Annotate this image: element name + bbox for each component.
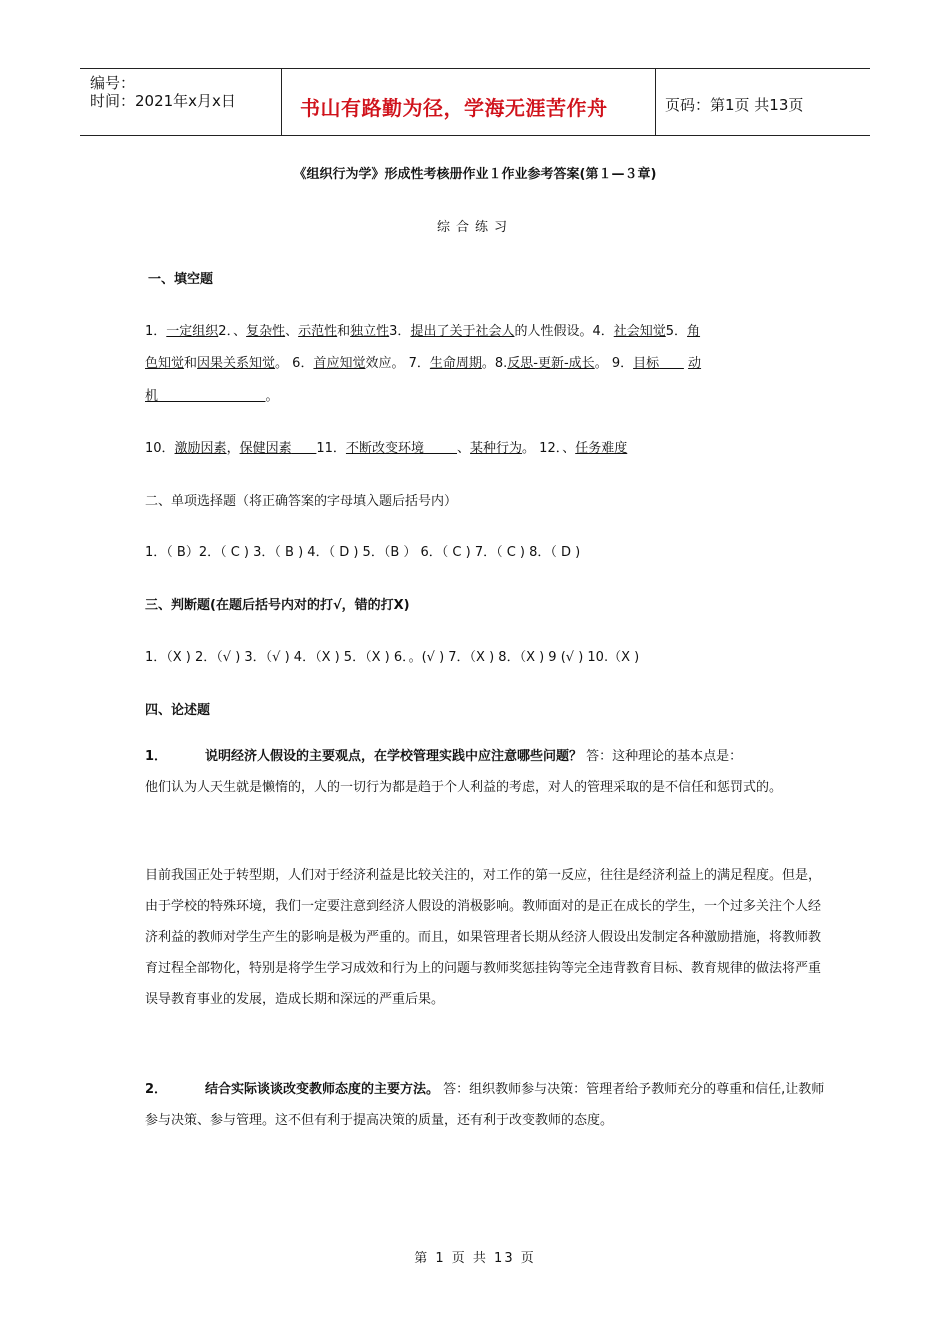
- fill-blank-line-1: 1．一定组织2．、复杂性、示范性和独立性3．提出了关于社会人的人性假设。4．社会知觉5．角: [145, 324, 701, 339]
- header-divider-left: [281, 68, 282, 136]
- motto: 书山有路勤为径，学海无涯苦作舟: [300, 96, 608, 120]
- question-2-text: 结合实际谈谈改变教师态度的主要方法。: [205, 1082, 440, 1097]
- question-2-number: 2．: [145, 1082, 168, 1097]
- page-info: 页码：第1页 共13页: [665, 96, 804, 114]
- single-choice-answers: 1．（ B）2．（ C ) 3．（ B ) 4．（ D ) 5．（B ） 6．（ C ) 7．（ C ) 8．（ D ): [145, 545, 581, 560]
- question-1-number: 1．: [145, 749, 168, 764]
- header-divider-right: [655, 68, 656, 136]
- true-false-answers: 1．（X ) 2．（√ ) 3．（√ ) 4．（X ) 5．（X ) 6．。(√ ) 7．（X ) 8．（X ) 9 (√ ) 10.（X ): [145, 650, 640, 665]
- question-1-text: 说明经济人假设的主要观点，在学校管理实践中应注意哪些问题？: [205, 749, 583, 764]
- doc-time-label: 时间：2021年x月x日: [90, 92, 236, 110]
- doc-code-label: 编号：: [90, 74, 136, 92]
- section-single-choice-title: 二、单项选择题（将正确答案的字母填入题后括号内）: [145, 494, 458, 509]
- header-bottom-border: [80, 135, 870, 136]
- fill-blank-line-3: 机 。: [145, 389, 279, 404]
- fill-blank-line-2: 色知觉和因果关系知觉。 6．首应知觉效应。 7．生命周期。8.反思-更新-成长。 9．目标 动: [145, 356, 702, 371]
- question-1-paragraph-1: 他们认为人天生就是懒惰的，人的一切行为都是趋于个人利益的考虑，对人的管理采取的是不信任和惩罚式的。: [145, 780, 783, 795]
- essay-question-1: [145, 741, 825, 803]
- page-subtitle: 综合练习: [436, 220, 513, 235]
- essay-question-2: [145, 1074, 825, 1136]
- question-1-paragraph-2: 目前我国正处于转型期，人们对于经济利益是比较关注的，对工作的第一反应，往往是经济利益上的满足程度。但是，由于学校的特殊环境，我们一定要注意到经济人假设的消极影响。教师面对的是正在成长的学生，一个过多关注个人经济利益的教师对学生产生的影响是极为严重的。而且，如果管理者长期从经济人假设出发制定各种激励措施，将教师教育过程全部物化，特别是将学生学习成效和行为上的问题与教师奖惩挂钩等完全违背教育目标、教育规律的做法将严重误导教育事业的发展，造成长期和深远的严重后果。: [145, 868, 822, 1007]
- question-2-answer: 答：组织教师参与决策：管理者给予教师充分的尊重和信任,让教师参与决策、参与管理。这不但有利于提高决策的质量，还有利于改变教师的态度。: [145, 1082, 825, 1128]
- fill-blank-line-4: 10．激励因素，保健因素 11．不断改变环境 、某种行为。 12．、任务难度: [145, 441, 628, 456]
- section-essay-title: 四、论述题: [145, 703, 211, 718]
- section-fill-blank-title: 一、填空题: [148, 272, 214, 287]
- section-true-false-title: 三、判断题(在题后括号内对的打√，错的打X): [145, 598, 410, 613]
- page-title: 《组织行为学》形成性考核册作业１作业参考答案(第１—３章): [293, 167, 657, 182]
- header-top-border: [80, 68, 870, 69]
- question-1-answer-lead: 答：这种理论的基本点是：: [582, 749, 743, 764]
- page-footer: 第 1 页 共 13 页: [414, 1251, 536, 1266]
